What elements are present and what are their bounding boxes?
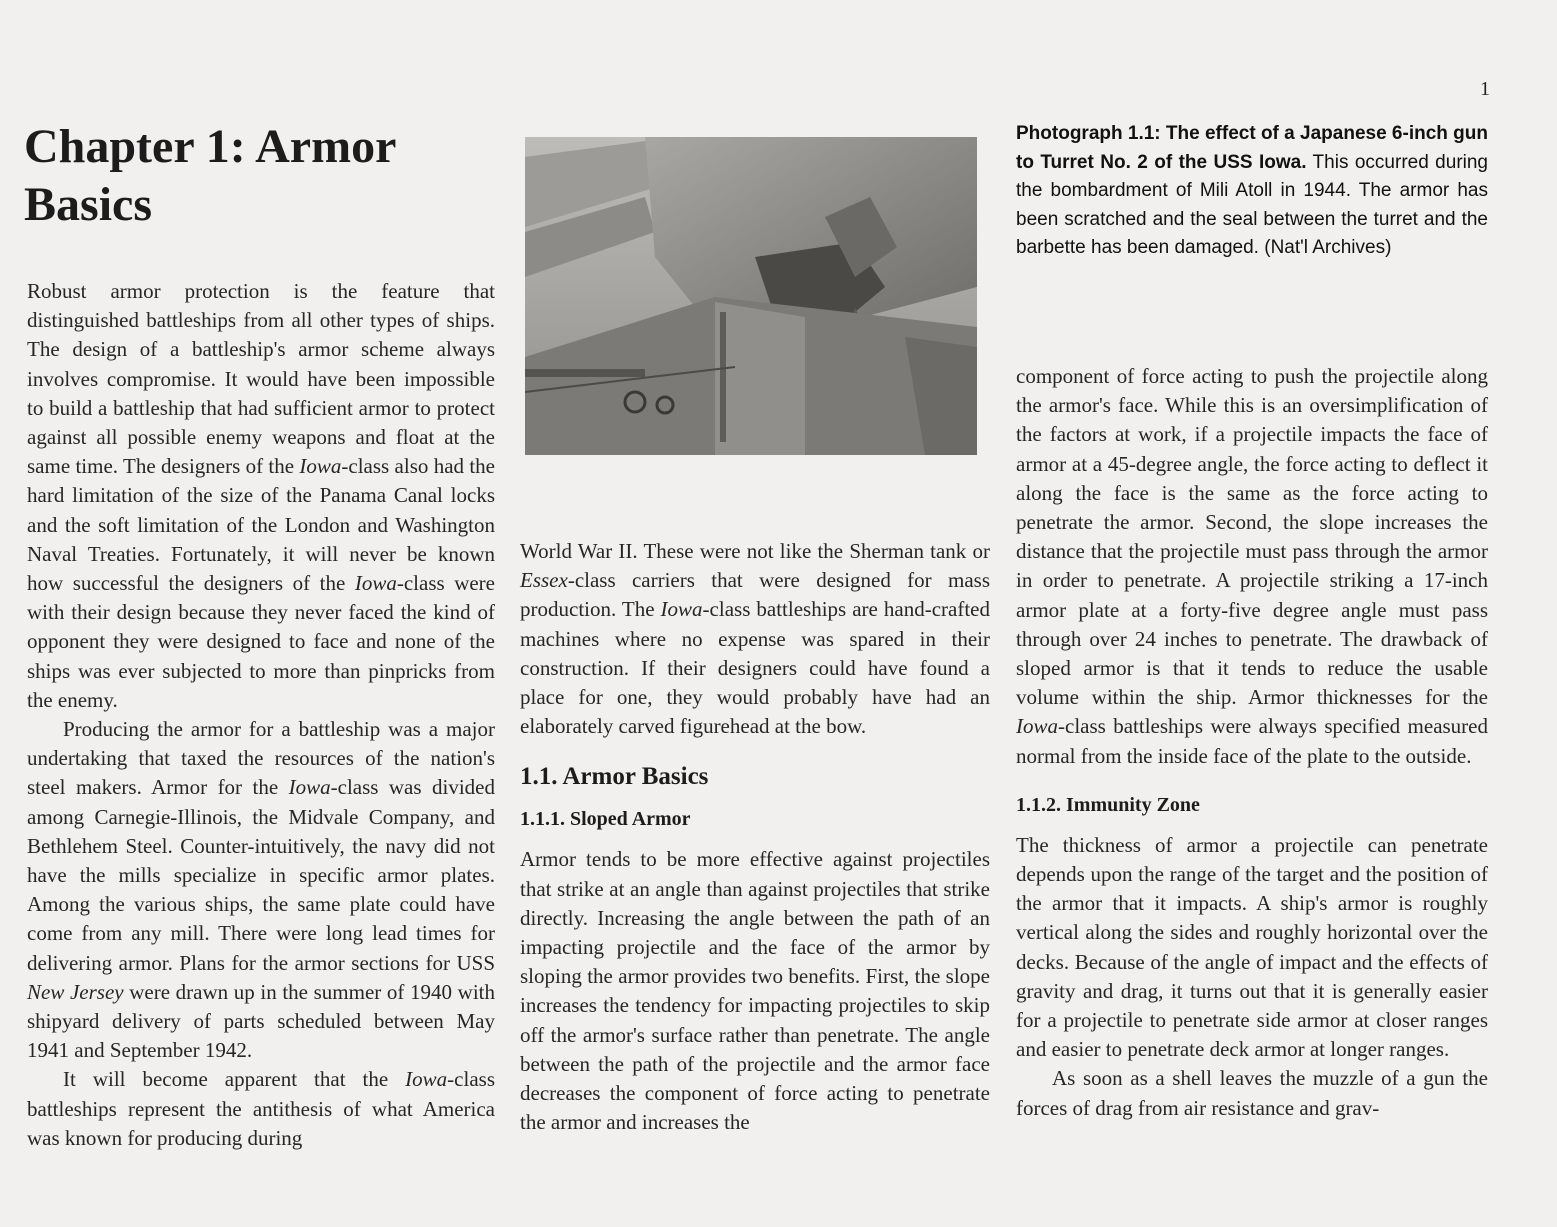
paragraph: Robust armor protection is the feature that distinguished battleships from all other types of ships. The design of a battleship's armor scheme always involves compromise. It would have been impossible to build a battleship that had sufficient armor to protect against all possible enemy weapons and float at the same time. The designers of the Iowa-class also had the hard limitation of the size of the Panama Canal locks and the soft limitation of the London and Washington Naval Treaties. Fortunately, it will never be known how successful the designers of the Iowa-class were with their design because they never faced the kind of opponent they were designed to face and none of the ships was ever subjected to more than pinpricks from the enemy. — [27, 279, 495, 712]
turret-damage-photo-icon — [525, 137, 977, 455]
text-column-2 — [520, 537, 990, 1137]
paragraph: World War II. These were not like the Sherman tank or Essex-class carriers that were designed for mass production. The Iowa-class battleships are hand-crafted machines where no expense was spared in their construction. If their designers could have found a place for one, they would probably have had an elaborately carved figurehead at the bow. — [520, 539, 990, 739]
paragraph: component of force acting to push the projectile along the armor's face. While this is an oversimplification of the factors at work, if a projectile impacts the face of armor at a 45-degree angle, the force acting to deflect it along the face is the same as the force acting to penetrate the armor. Second, the slope increases the distance that the projectile must pass through the armor in order to penetrate. A projectile striking a 17-inch armor plate at a forty-five degree angle must pass through over 24 inches to penetrate. The drawback of sloped armor is that it tends to reduce the usable volume within the ship. Armor thicknesses for the Iowa-class battleships were always specified measured normal from the inside face of the plate to the outside. — [1016, 364, 1488, 768]
paragraph: Armor tends to be more effective against projectiles that strike at an angle than against projectiles that strike directly. Increasing the angle between the path of an impacting projectile and the face of the armor by sloping the armor provides two benefits. First, the slope increases the tendency for impacting projectiles to skip off the armor's surface rather than penetrate. The angle between the path of the projectile and the armor face decreases the component of force acting to penetrate the armor and increases the — [520, 847, 990, 1135]
caption-title: Photograph 1.1: The effect of a Japanese 6-inch gun to Turret No. 2 of the USS Iowa. — [1016, 123, 1488, 173]
subsection-heading: 1.1.2. Immunity Zone — [1016, 793, 1200, 816]
photo-caption — [1016, 120, 1488, 263]
caption-text: This occurred during the bombardment of Mili Atoll in 1944. The armor has been scratched and the seal between the turret and the barbette has been damaged. (Nat'l Archives) — [1016, 151, 1489, 258]
text-column-3 — [1016, 362, 1488, 1123]
paragraph: Producing the armor for a battleship was a major undertaking that taxed the resources of the nation's steel makers. Armor for the Iowa-class was divided among Carnegie-Illinois, the Midvale Company, and Bethlehem Steel. Counter-intuitively, the navy did not have the mills specialize in specific armor plates. Among the various ships, the same plate could have come from any mill. There were long lead times for delivering armor. Plans for the armor sections for USS New Jersey were drawn up in the summer of 1940 with shipyard delivery of parts scheduled between May 1941 and September 1942. — [27, 717, 495, 1063]
text-column-1 — [27, 277, 495, 1153]
chapter-title: Chapter 1: Armor Basics — [24, 120, 396, 231]
turret-damage-photograph — [525, 137, 977, 455]
paragraph: As soon as a shell leaves the muzzle of a gun the forces of drag from air resistance and grav- — [1016, 1066, 1488, 1120]
section-heading: 1.1. Armor Basics — [520, 763, 709, 791]
subsection-heading: 1.1.1. Sloped Armor — [520, 808, 691, 831]
paragraph: It will become apparent that the Iowa-class battleships represent the antithesis of what America was known for producing during — [27, 1067, 495, 1150]
paragraph: The thickness of armor a projectile can penetrate depends upon the range of the target and the position of the armor that it impacts. A ship's armor is roughly vertical along the sides and roughly horizontal over the decks. Because of the angle of impact and the effects of gravity and drag, it turns out that it is generally easier for a projectile to penetrate side armor at closer ranges and easier to penetrate deck armor at longer ranges. — [1016, 832, 1488, 1062]
page-number: 1 — [1480, 78, 1490, 100]
